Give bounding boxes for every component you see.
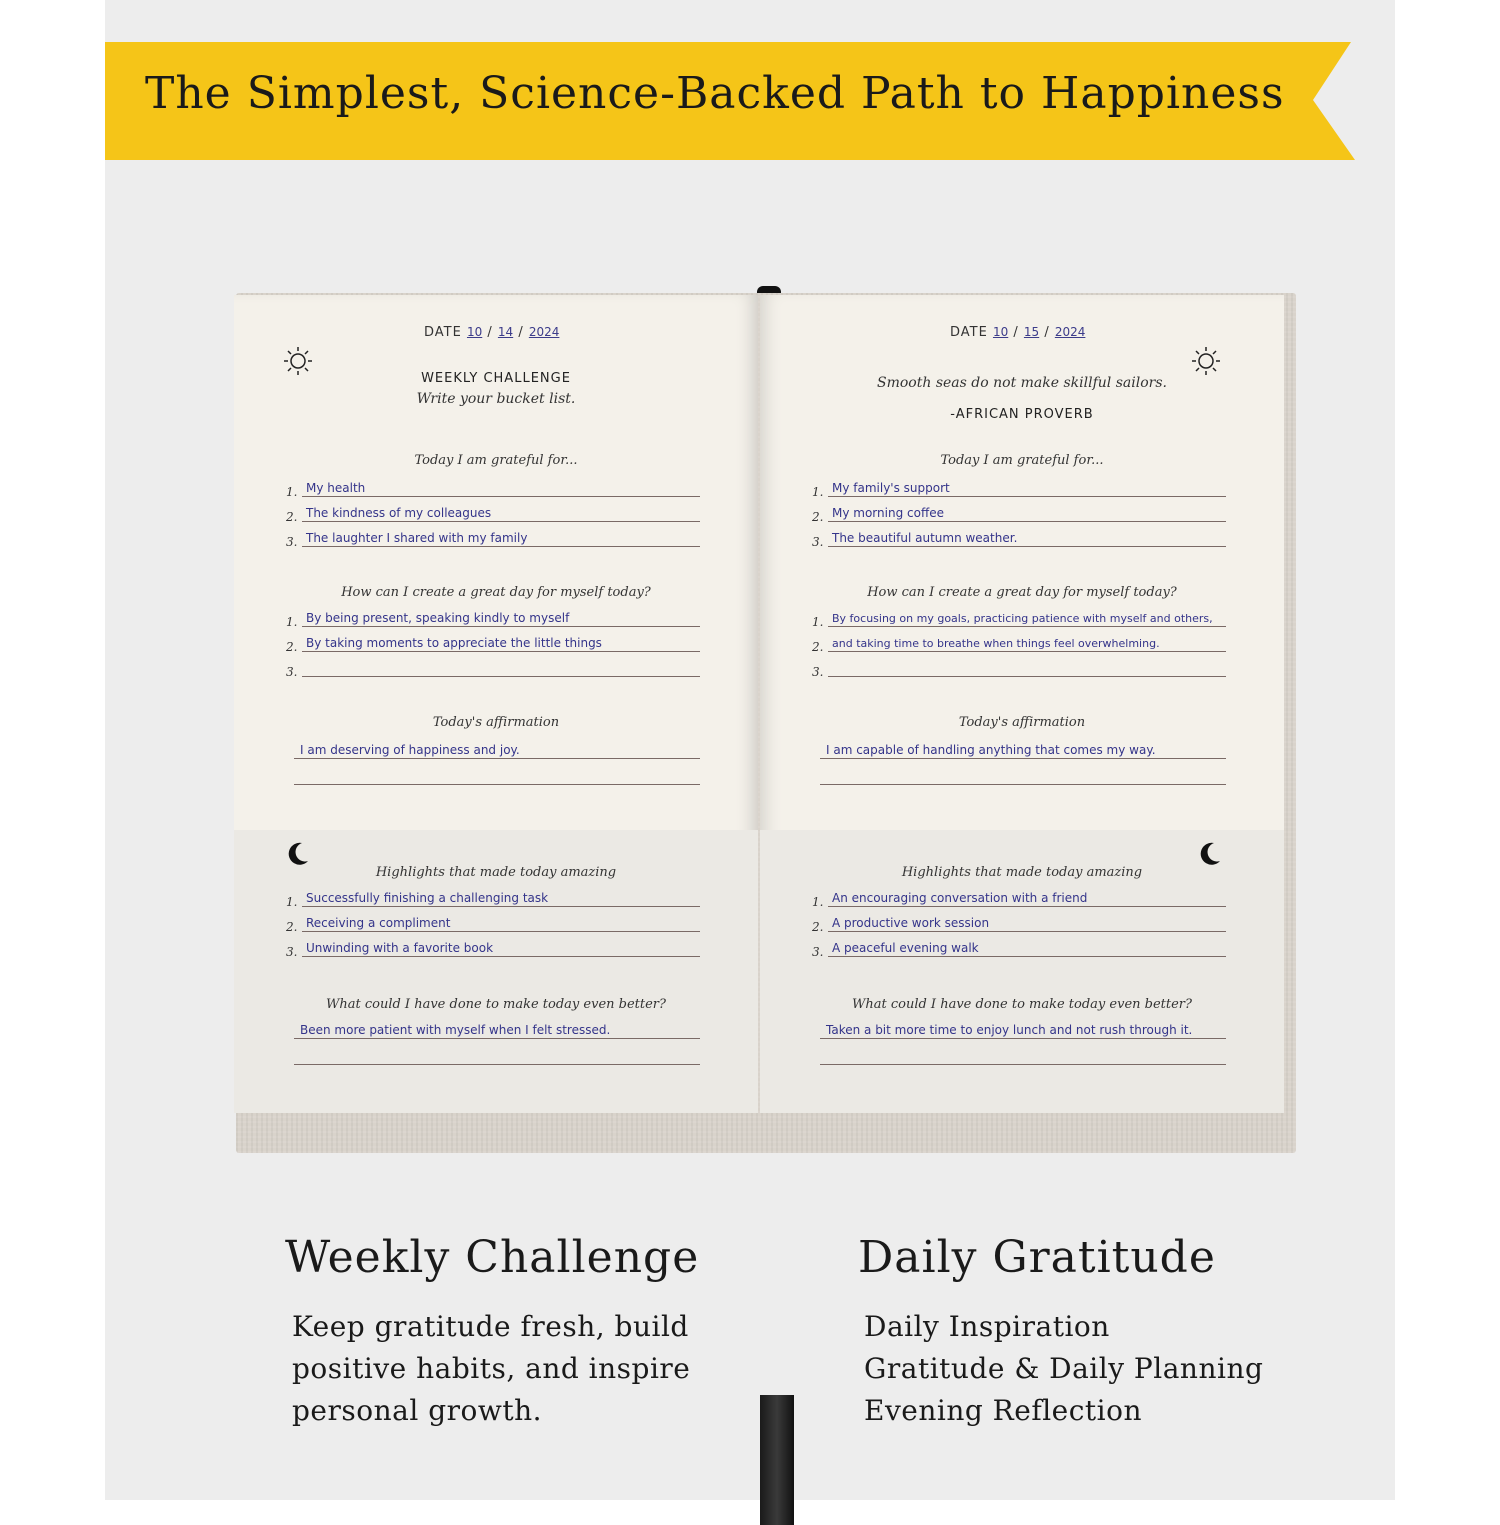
journal-book — [230, 285, 1300, 1160]
better-line-blank — [280, 1043, 700, 1069]
weekly-challenge-text: Write your bucket list. — [416, 391, 576, 407]
list-item: 2. By taking moments to appreciate the little things — [286, 630, 700, 656]
better-line: Been more patient with myself when I felt stressed. — [280, 1017, 700, 1043]
date-year: 2024 — [1054, 325, 1086, 339]
weekly-challenge-heading: WEEKLY CHALLENGE — [421, 371, 571, 386]
affirmation-line-blank — [806, 763, 1226, 789]
list-item: 2. A productive work session — [812, 910, 1226, 936]
date-field: DATE 10 / 14 / 2024 — [424, 325, 560, 340]
grateful-prompt: Today I am grateful for... — [940, 453, 1104, 468]
list-item: 3. A peaceful evening walk — [812, 935, 1226, 961]
right-page — [760, 295, 1284, 1113]
create-day-prompt: How can I create a great day for myself today? — [867, 585, 1177, 600]
description-line: personal growth. — [292, 1394, 543, 1427]
daily-gratitude-list — [864, 1306, 1263, 1432]
grateful-prompt: Today I am grateful for... — [414, 453, 578, 468]
list-item: 3. — [812, 655, 1226, 681]
affirmation-prompt: Today's affirmation — [958, 715, 1086, 730]
title-banner — [105, 40, 1355, 160]
weekly-challenge-title: Weekly Challenge — [285, 1232, 700, 1283]
better-line-blank — [806, 1043, 1226, 1069]
feature-item: Daily Inspiration — [864, 1310, 1110, 1343]
daily-gratitude-title: Daily Gratitude — [858, 1232, 1216, 1283]
list-item: 2. Receiving a compliment — [286, 910, 700, 936]
affirmation-prompt: Today's affirmation — [432, 715, 560, 730]
date-day: 15 — [1023, 325, 1040, 339]
date-month: 10 — [992, 325, 1009, 339]
better-prompt: What could I have done to make today even better? — [326, 997, 666, 1012]
list-item: 1. By being present, speaking kindly to myself — [286, 605, 700, 631]
list-item: 3. — [286, 655, 700, 681]
list-item: 2. My morning coffee — [812, 500, 1226, 526]
list-item: 1. An encouraging conversation with a friend — [812, 885, 1226, 911]
highlights-prompt: Highlights that made today amazing — [375, 865, 617, 880]
description-line: positive habits, and inspire — [292, 1352, 691, 1385]
date-day: 14 — [497, 325, 514, 339]
list-item: 1. Successfully finishing a challenging task — [286, 885, 700, 911]
list-item: 1. My family's support — [812, 475, 1226, 501]
feature-item: Evening Reflection — [864, 1394, 1142, 1427]
date-month: 10 — [466, 325, 483, 339]
sun-icon — [1190, 345, 1222, 377]
list-item: 2. and taking time to breathe when things feel overwhelming. — [812, 630, 1226, 656]
date-label: DATE — [950, 325, 988, 340]
better-line: Taken a bit more time to enjoy lunch and not rush through it. — [806, 1017, 1226, 1043]
date-label: DATE — [424, 325, 462, 340]
left-page — [234, 295, 758, 1113]
date-year: 2024 — [528, 325, 560, 339]
better-prompt: What could I have done to make today even better? — [852, 997, 1192, 1012]
create-day-prompt: How can I create a great day for myself today? — [341, 585, 651, 600]
highlights-prompt: Highlights that made today amazing — [901, 865, 1143, 880]
list-item: 2. The kindness of my colleagues — [286, 500, 700, 526]
quote-author: -AFRICAN PROVERB — [950, 407, 1094, 422]
banner-title: The Simplest, Science-Backed Path to Happiness — [145, 68, 1285, 119]
list-item: 3. Unwinding with a favorite book — [286, 935, 700, 961]
list-item: 3. The beautiful autumn weather. — [812, 525, 1226, 551]
list-item: 1. My health — [286, 475, 700, 501]
feature-item: Gratitude & Daily Planning — [864, 1352, 1264, 1385]
date-field: DATE 10 / 15 / 2024 — [950, 325, 1086, 340]
list-item: 1. By focusing on my goals, practicing patience with myself and others, — [812, 605, 1226, 631]
affirmation-line-blank — [280, 763, 700, 789]
weekly-challenge-description — [292, 1306, 690, 1432]
daily-quote: Smooth seas do not make skillful sailors. — [877, 375, 1167, 391]
affirmation-line: I am deserving of happiness and joy. — [280, 737, 700, 763]
affirmation-line: I am capable of handling anything that comes my way. — [806, 737, 1226, 763]
bookmark-ribbon — [760, 1395, 794, 1525]
description-line: Keep gratitude fresh, build — [292, 1310, 689, 1343]
list-item: 3. The laughter I shared with my family — [286, 525, 700, 551]
